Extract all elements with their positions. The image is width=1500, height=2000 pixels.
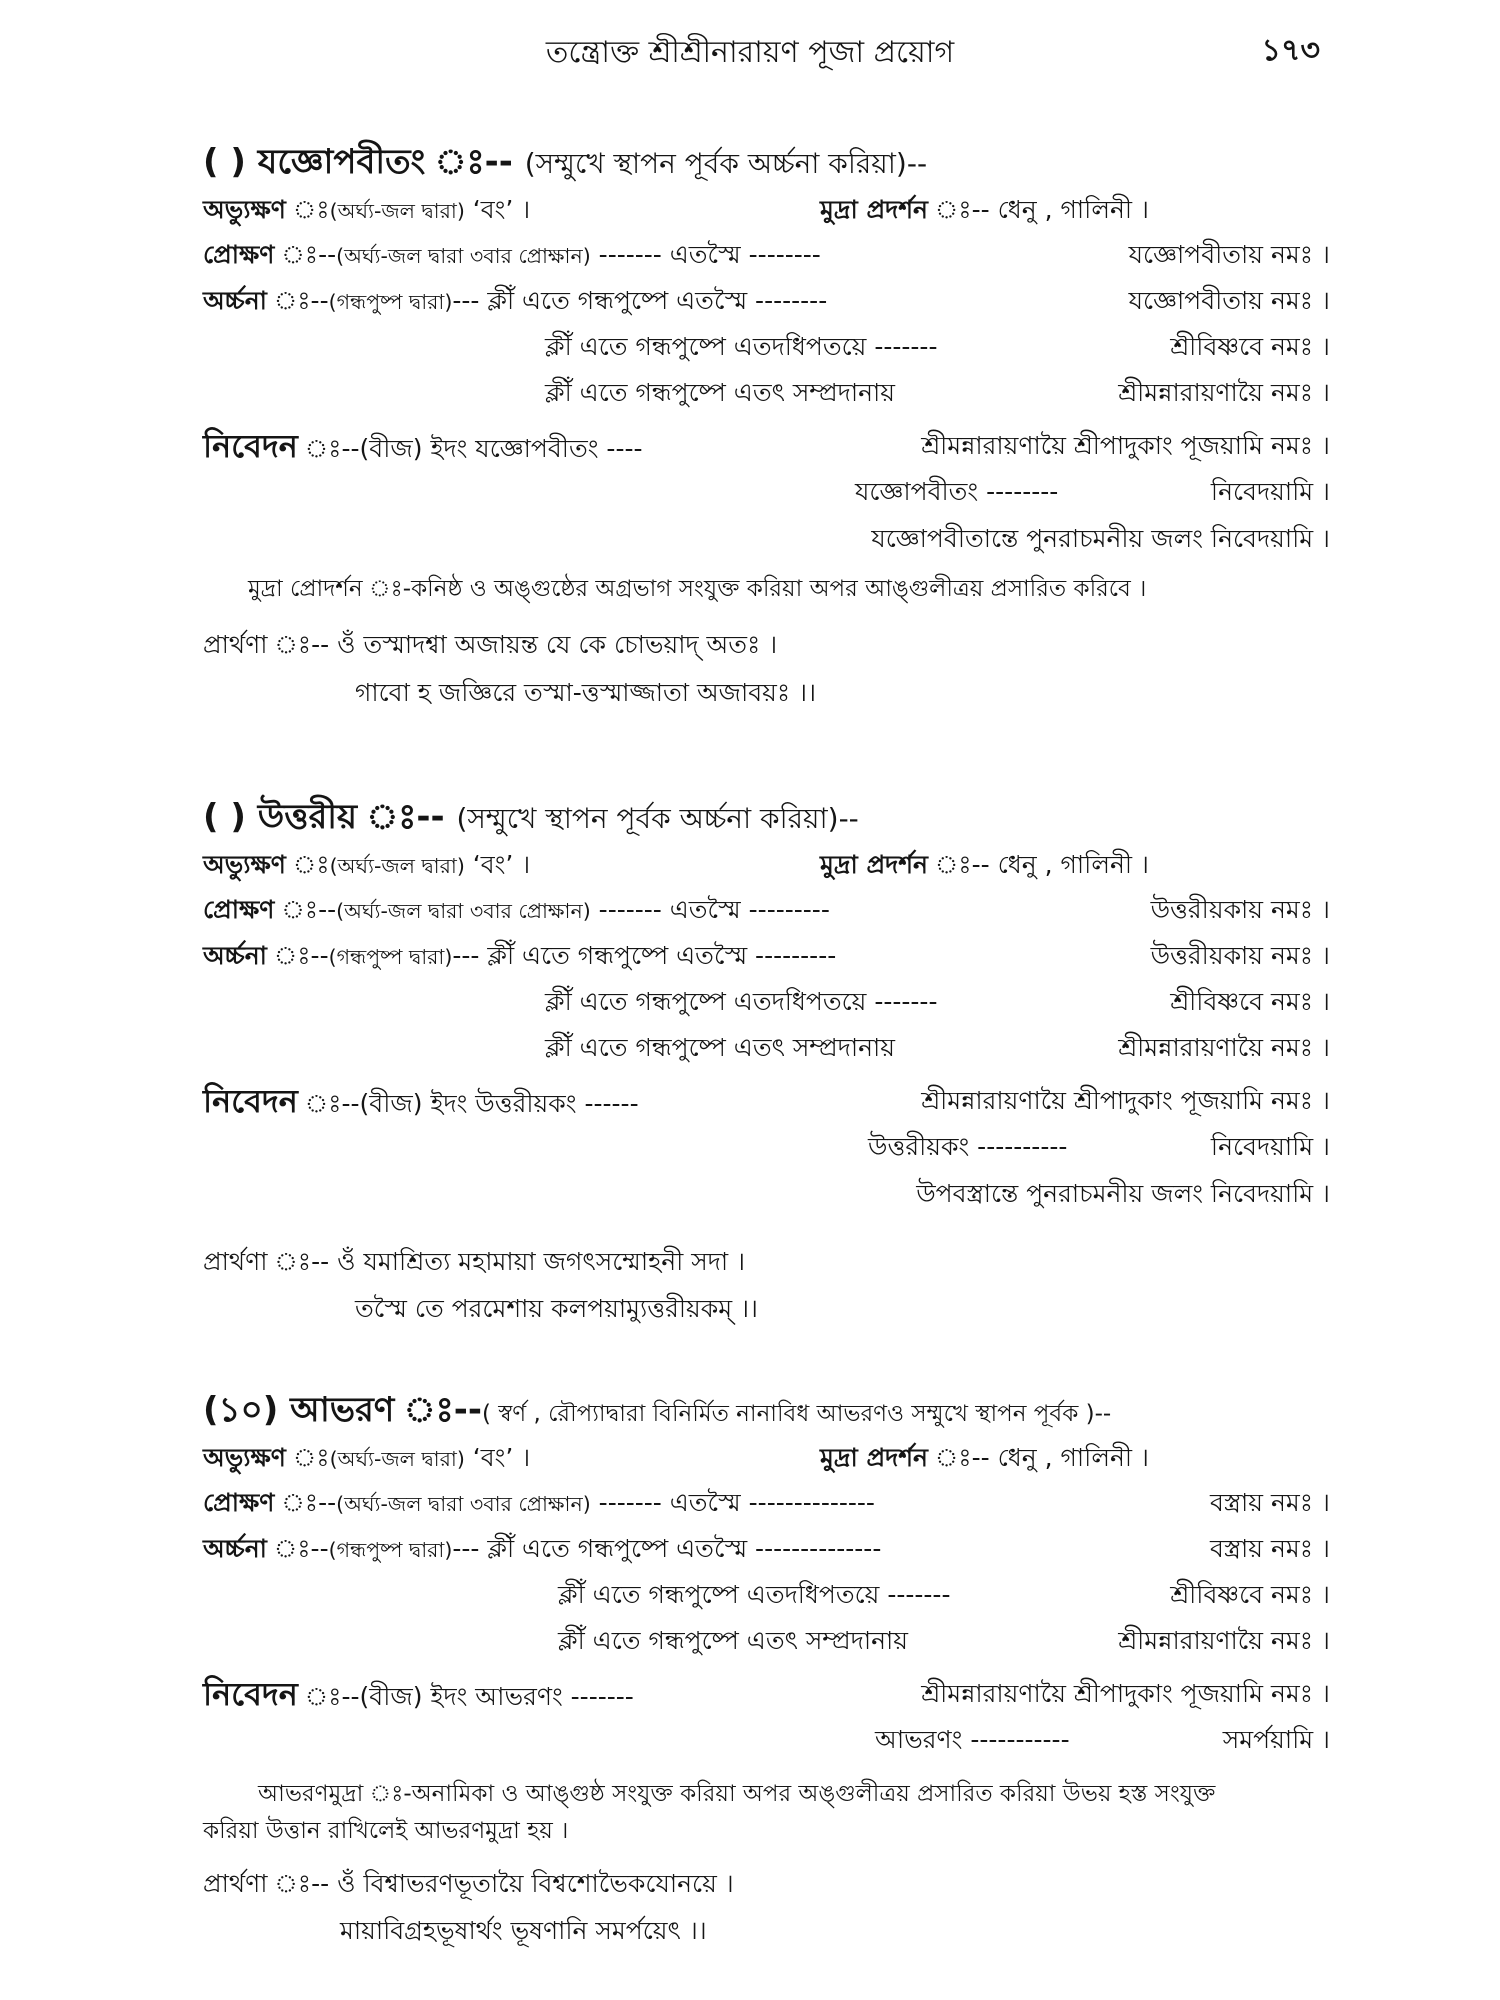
- section-title: আভরণ: [290, 1390, 395, 1430]
- section-heading: ( ) উত্তরীয় ঃ-- (সম্মুখে স্থাপন পূর্বক অর্চ্চনা করিয়া)--: [203, 797, 859, 837]
- mudra-line: মুদ্রা প্রদর্শন ঃ-- ধেনু , গালিনী ।: [820, 1443, 1149, 1472]
- archana-sub-end: শ্রীমন্নারায়ণায়ৈ নমঃ ।: [1118, 1626, 1330, 1655]
- mudra-line: মুদ্রা প্রদর্শন ঃ-- ধেনু , গালিনী ।: [820, 195, 1149, 224]
- nivedan-line: নিবেদন ঃ--(বীজ) ইদং আভরণং -------: [203, 1675, 634, 1713]
- archana-sub-line: ক্লীঁ এতে গন্ধপুষ্পে এতদধিপতয়ে -------: [545, 332, 938, 361]
- archana-end: যজ্ঞোপবীতায় নমঃ ।: [1128, 286, 1330, 315]
- archana-sub-line: ক্লীঁ এতে গন্ধপুষ্পে এতৎ সম্প্রদানায়: [545, 1033, 895, 1062]
- nivedan-end: শ্রীমন্নারায়ণায়ৈ শ্রীপাদুকাং পূজয়ামি নমঃ ।: [921, 1086, 1330, 1115]
- prokshan-end: যজ্ঞোপবীতায় নমঃ ।: [1128, 240, 1330, 269]
- nivedan-sub-line: যজ্ঞোপবীতান্তে পুনরাচমনীয় জলং নিবেদয়ামি ।: [871, 524, 1330, 553]
- archana-sub-line: ক্লীঁ এতে গন্ধপুষ্পে এতদধিপতয়ে -------: [558, 1580, 951, 1609]
- archana-sub-end: শ্রীমন্নারায়ণায়ৈ নমঃ ।: [1118, 378, 1330, 407]
- nivedan-line: নিবেদন ঃ--(বীজ) ইদং যজ্ঞোপবীতং ----: [203, 427, 643, 465]
- nivedan-end: শ্রীমন্নারায়ণায়ৈ শ্রীপাদুকাং পূজয়ামি নমঃ ।: [921, 431, 1330, 460]
- section-title: উত্তরীয়: [257, 797, 358, 837]
- nivedan-sub-line: উত্তরীয়কং ----------: [868, 1132, 1068, 1161]
- prokshan-line: প্রোক্ষণ ঃ--(অর্ঘ্য-জল দ্বারা ৩বার প্রোক্ষান) ------- এতস্মৈ --------: [203, 240, 821, 269]
- archana-line: অর্চ্চনা ঃ--(গন্ধপুষ্প দ্বারা)--- ক্লীঁ এতে গন্ধপুষ্পে এতস্মৈ ---------: [203, 941, 837, 970]
- archana-end: উত্তরীয়কায় নমঃ ।: [1150, 941, 1330, 970]
- prokshan-end: উত্তরীয়কায় নমঃ ।: [1150, 895, 1330, 924]
- nivedan-sub-end: নিবেদয়ামি ।: [1210, 1132, 1330, 1161]
- abhyukshan-line: অভ্যুক্ষণ ঃ(অর্ঘ্য-জল দ্বারা) ‘বং’ ।: [203, 1443, 531, 1472]
- mudra-note-2: করিয়া উত্তান রাখিলেই আভরণমুদ্রা হয় ।: [203, 1818, 569, 1844]
- nivedan-end: শ্রীমন্নারায়ণায়ৈ শ্রীপাদুকাং পূজয়ামি নমঃ ।: [921, 1679, 1330, 1708]
- prarthana-line: প্রার্থণা ঃ-- ওঁ যমাশ্রিত্য মহামায়া জগৎসম্মোহনী সদা ।: [203, 1247, 746, 1276]
- archana-sub-line: ক্লীঁ এতে গন্ধপুষ্পে এতৎ সম্প্রদানায়: [545, 378, 895, 407]
- archana-sub-end: শ্রীমন্নারায়ণায়ৈ নমঃ ।: [1118, 1033, 1330, 1062]
- prarthana-line: প্রার্থণা ঃ-- ওঁ তস্মাদশ্বা অজায়ন্ত যে কে চোভয়াদ্ অতঃ ।: [203, 630, 778, 659]
- section-heading: ( ) যজ্ঞোপবীতং ঃ-- (সম্মুখে স্থাপন পূর্বক অর্চ্চনা করিয়া)--: [203, 142, 928, 182]
- prarthana-line-2: তস্মৈ তে পরমেশায় কলপয়াম্যুত্তরীয়কম্ ।।: [355, 1294, 758, 1323]
- nivedan-sub-line: যজ্ঞোপবীতং --------: [855, 477, 1059, 506]
- mudra-line: মুদ্রা প্রদর্শন ঃ-- ধেনু , গালিনী ।: [820, 850, 1149, 879]
- prarthana-line-2: গাবো হ জজ্ঞিরে তস্মা-ত্তস্মাজ্জাতা অজাবয়ঃ ।।: [355, 678, 817, 707]
- prarthana-line-2: মায়াবিগ্রহভূষার্থং ভূষণানি সমর্পয়েৎ ।।: [340, 1916, 707, 1945]
- archana-end: বস্ত্রায় নমঃ ।: [1209, 1534, 1330, 1563]
- archana-line: অর্চ্চনা ঃ--(গন্ধপুষ্প দ্বারা)--- ক্লীঁ এতে গন্ধপুষ্পে এতস্মৈ --------------: [203, 1534, 882, 1563]
- archana-sub-end: শ্রীবিষ্ণবে নমঃ ।: [1170, 987, 1330, 1016]
- archana-sub-end: শ্রীবিষ্ণবে নমঃ ।: [1170, 1580, 1330, 1609]
- archana-line: অর্চ্চনা ঃ--(গন্ধপুষ্প দ্বারা)--- ক্লীঁ এতে গন্ধপুষ্পে এতস্মৈ --------: [203, 286, 828, 315]
- prokshan-line: প্রোক্ষণ ঃ--(অর্ঘ্য-জল দ্বারা ৩বার প্রোক্ষান) ------- এতস্মৈ --------------: [203, 1488, 875, 1517]
- mudra-note: আভরণমুদ্রা ঃ-অনামিকা ও আঙ্গুষ্ঠ সংযুক্ত করিয়া অপর অঙ্গুলীত্রয় প্রসারিত করিয়া উভয় হস্ত সংযুক্ত: [258, 1781, 1216, 1807]
- prokshan-end: বস্ত্রায় নমঃ ।: [1209, 1488, 1330, 1517]
- page-number: ১৭৩: [1261, 33, 1320, 68]
- nivedan-line: নিবেদন ঃ--(বীজ) ইদং উত্তরীয়কং ------: [203, 1082, 639, 1120]
- prarthana-line: প্রার্থণা ঃ-- ওঁ বিশ্বাভরণভূতায়ৈ বিশ্বশোভৈকযোনয়ে ।: [203, 1869, 734, 1898]
- abhyukshan-line: অভ্যুক্ষণ ঃ(অর্ঘ্য-জল দ্বারা) ‘বং’ ।: [203, 850, 531, 879]
- archana-sub-end: শ্রীবিষ্ণবে নমঃ ।: [1170, 332, 1330, 361]
- section-uttariya: [0, 797, 1500, 1360]
- mudra-note: মুদ্রা প্রোদর্শন ঃ-কনিষ্ঠ ও অঙ্গুষ্ঠের অগ্রভাগ সংযুক্ত করিয়া অপর আঙ্গুলীত্রয় প্রসারিত করিবে ।: [248, 576, 1147, 602]
- section-title: যজ্ঞোপবীতং: [257, 142, 426, 182]
- nivedan-sub-line: উপবস্ত্রান্তে পুনরাচমনীয় জলং নিবেদয়ামি ।: [916, 1179, 1330, 1208]
- archana-sub-line: ক্লীঁ এতে গন্ধপুষ্পে এতৎ সম্প্রদানায়: [558, 1626, 908, 1655]
- archana-sub-line: ক্লীঁ এতে গন্ধপুষ্পে এতদধিপতয়ে -------: [545, 987, 938, 1016]
- nivedan-sub-line: আভরণং -----------: [875, 1725, 1070, 1754]
- section-abharan: [0, 1390, 1500, 1973]
- nivedan-sub-end: নিবেদয়ামি ।: [1210, 477, 1330, 506]
- section-heading: (১০) আভরণ ঃ--( স্বর্ণ , রৌপ্যাদ্বারা বিনির্মিত নানাবিধ আভরণও সম্মুখে স্থাপন পূর্বক )--: [203, 1390, 1112, 1430]
- section-yajnopavita: [0, 142, 1500, 745]
- running-title: তন্ত্রোক্ত শ্রীশ্রীনারায়ণ পূজা প্রয়োগ: [545, 35, 955, 70]
- nivedan-sub-end: সমর্পয়ামি ।: [1222, 1725, 1330, 1754]
- abhyukshan-line: অভ্যুক্ষণ ঃ(অর্ঘ্য-জল দ্বারা) ‘বং’ ।: [203, 195, 531, 224]
- prokshan-line: প্রোক্ষণ ঃ--(অর্ঘ্য-জল দ্বারা ৩বার প্রোক্ষান) ------- এতস্মৈ ---------: [203, 895, 830, 924]
